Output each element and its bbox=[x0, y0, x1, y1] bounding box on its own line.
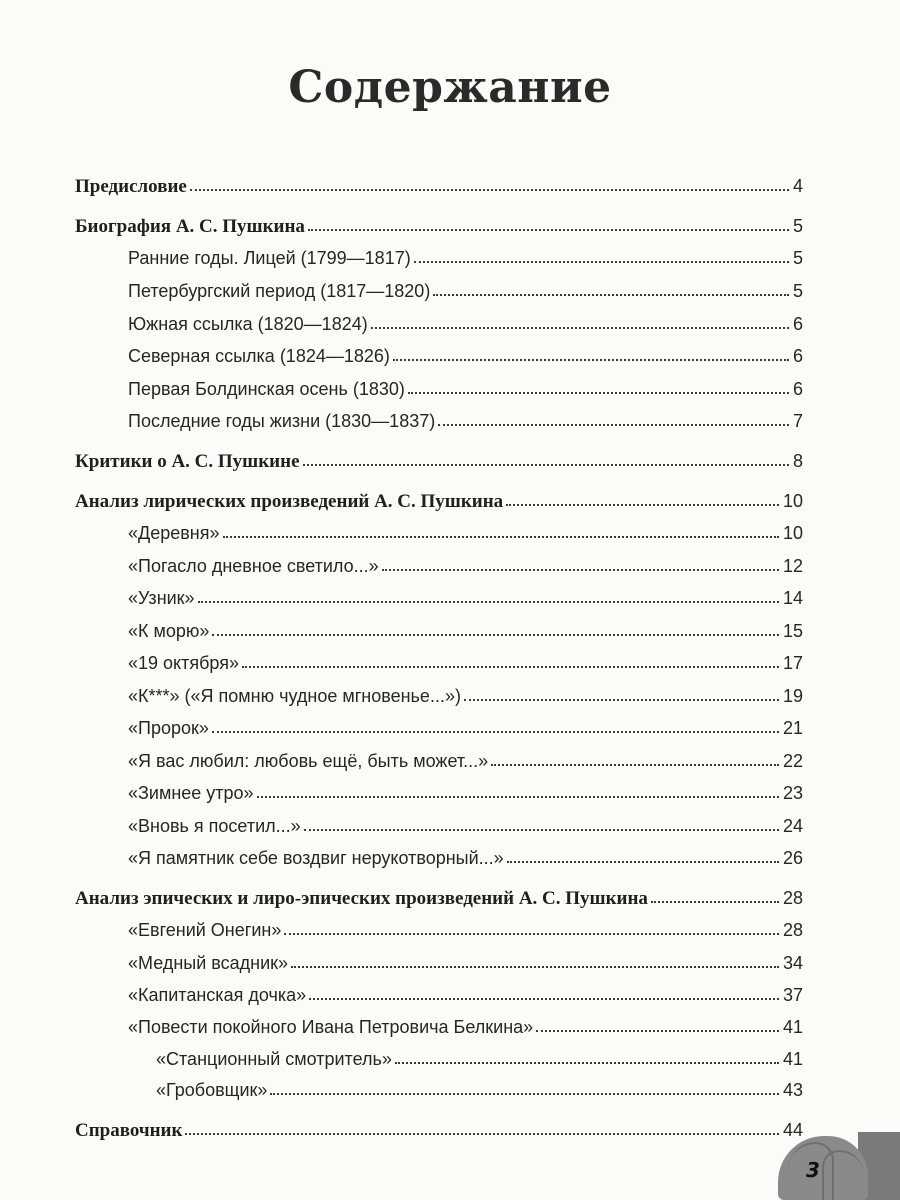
toc-entry-title: Предисловие bbox=[75, 176, 187, 197]
toc-entry-title: «19 октября» bbox=[128, 653, 239, 673]
dot-leader bbox=[464, 681, 779, 701]
toc-entry bbox=[75, 212, 803, 238]
toc-entry bbox=[128, 844, 803, 870]
toc-entry-page: 34 bbox=[782, 953, 803, 973]
dot-leader bbox=[185, 1115, 779, 1135]
toc-entry bbox=[75, 447, 803, 473]
toc-entry-page: 10 bbox=[782, 491, 803, 511]
dot-leader bbox=[257, 778, 779, 798]
toc-entry-page: 22 bbox=[782, 751, 803, 771]
toc-entry bbox=[128, 342, 803, 368]
toc-entry-title: «Капитанская дочка» bbox=[128, 985, 307, 1005]
toc-entry-page: 5 bbox=[792, 281, 803, 301]
toc-entry-page: 44 bbox=[782, 1120, 803, 1140]
dot-leader bbox=[371, 309, 789, 329]
toc-entry-page: 5 bbox=[792, 248, 803, 268]
toc-entry-title: «Я памятник себе воздвиг нерукотворный...» bbox=[128, 848, 504, 868]
dot-leader bbox=[382, 551, 779, 571]
toc-entry-page: 10 bbox=[782, 523, 803, 543]
toc-entry-title: «К***» («Я помню чудное мгновенье...») bbox=[128, 686, 461, 706]
toc-entry bbox=[128, 310, 803, 336]
toc-entry-title: «Я вас любил: любовь ещё, быть может...» bbox=[128, 751, 489, 771]
dot-leader bbox=[393, 341, 789, 361]
toc-entry-page: 6 bbox=[792, 379, 803, 399]
toc-entry-page: 41 bbox=[782, 1017, 803, 1037]
toc-entry bbox=[128, 519, 803, 545]
dot-leader bbox=[395, 1044, 779, 1064]
toc-entry-title: Критики о А. С. Пушкине bbox=[75, 451, 300, 472]
toc-entry-title: «Деревня» bbox=[128, 523, 220, 543]
toc-entry-page: 24 bbox=[782, 816, 803, 836]
toc-entry bbox=[75, 1116, 803, 1142]
toc-entry-page: 23 bbox=[782, 783, 803, 803]
toc-entry-title: «Зимнее утро» bbox=[128, 783, 254, 803]
toc-entry-page: 4 bbox=[792, 176, 803, 196]
toc-entry-title: Анализ лирических произведений А. С. Пушкина bbox=[75, 491, 504, 512]
toc-entry-title: «Евгений Онегин» bbox=[128, 920, 282, 940]
toc-entry-title: «Вновь я посетил...» bbox=[128, 816, 301, 836]
dot-leader bbox=[303, 446, 789, 466]
toc-entry bbox=[128, 584, 803, 610]
dot-leader bbox=[507, 843, 779, 863]
toc-entry bbox=[128, 949, 803, 975]
toc-entry bbox=[128, 1013, 803, 1039]
toc-entry-title: «Станционный смотритель» bbox=[156, 1049, 392, 1069]
toc-entry-page: 21 bbox=[782, 718, 803, 738]
toc-entry bbox=[128, 617, 803, 643]
toc-entry-title: «Гробовщик» bbox=[156, 1080, 268, 1100]
dot-leader bbox=[309, 980, 779, 1000]
dot-leader bbox=[308, 211, 789, 231]
toc-entry bbox=[128, 981, 803, 1007]
toc-entry-title: «К морю» bbox=[128, 621, 210, 641]
toc-entry bbox=[75, 172, 803, 198]
toc-entry bbox=[128, 714, 803, 740]
dot-leader bbox=[212, 616, 779, 636]
toc-entry-title: «Погасло дневное светило...» bbox=[128, 556, 379, 576]
toc-entry-page: 17 bbox=[782, 653, 803, 673]
dot-leader bbox=[536, 1012, 779, 1032]
toc-entry-page: 7 bbox=[792, 411, 803, 431]
toc-entry-title: «Повести покойного Ивана Петровича Белкина» bbox=[128, 1017, 534, 1037]
dot-leader bbox=[304, 811, 779, 831]
toc-entry-page: 5 bbox=[792, 216, 803, 236]
toc-entry-page: 37 bbox=[782, 985, 803, 1005]
toc-entry bbox=[128, 552, 803, 578]
dot-leader bbox=[212, 713, 779, 733]
toc-entry-title: Анализ эпических и лиро-эпических произведений А. С. Пушкина bbox=[75, 888, 648, 909]
toc-entry bbox=[128, 277, 803, 303]
toc-entry-page: 19 bbox=[782, 686, 803, 706]
toc-entry-page: 14 bbox=[782, 588, 803, 608]
dot-leader bbox=[414, 243, 789, 263]
toc-entry-title: Южная ссылка (1820—1824) bbox=[128, 314, 368, 334]
dot-leader bbox=[223, 518, 779, 538]
dot-leader bbox=[651, 883, 779, 903]
dot-leader bbox=[491, 746, 779, 766]
toc-entry bbox=[128, 779, 803, 805]
dot-leader bbox=[433, 276, 789, 296]
toc-entry-title: Ранние годы. Лицей (1799—1817) bbox=[128, 248, 411, 268]
toc-entry-page: 28 bbox=[782, 920, 803, 940]
toc-entry bbox=[128, 682, 803, 708]
toc-entry-title: «Пророк» bbox=[128, 718, 209, 738]
toc-entry bbox=[156, 1045, 803, 1071]
toc-entry-title: «Медный всадник» bbox=[128, 953, 289, 973]
toc-entry bbox=[128, 375, 803, 401]
toc-entry-title: Северная ссылка (1824—1826) bbox=[128, 346, 390, 366]
dot-leader bbox=[190, 171, 789, 191]
toc-entry-page: 12 bbox=[782, 556, 803, 576]
toc-entry bbox=[128, 244, 803, 270]
toc-entry bbox=[156, 1076, 803, 1102]
dot-leader bbox=[242, 648, 779, 668]
toc-entry bbox=[128, 916, 803, 942]
toc-entry-page: 26 bbox=[782, 848, 803, 868]
toc-entry-page: 41 bbox=[782, 1049, 803, 1069]
dot-leader bbox=[198, 583, 779, 603]
toc-entry-title: Справочник bbox=[75, 1120, 183, 1141]
toc-entry-page: 43 bbox=[782, 1080, 803, 1100]
toc-entry bbox=[75, 487, 803, 513]
dot-leader bbox=[438, 406, 789, 426]
toc-entry bbox=[128, 407, 803, 433]
toc-entry bbox=[75, 884, 803, 910]
toc-entry-page: 6 bbox=[792, 314, 803, 334]
toc-entry-title: «Узник» bbox=[128, 588, 195, 608]
dot-leader bbox=[506, 486, 779, 506]
toc-entry-title: Первая Болдинская осень (1830) bbox=[128, 379, 405, 399]
toc-entry bbox=[128, 649, 803, 675]
toc-entry bbox=[128, 812, 803, 838]
page-title: Содержание bbox=[288, 62, 612, 113]
toc-entry-title: Биография А. С. Пушкина bbox=[75, 216, 305, 237]
toc-entry-page: 15 bbox=[782, 621, 803, 641]
toc-entry-title: Петербургский период (1817—1820) bbox=[128, 281, 431, 301]
dot-leader bbox=[408, 374, 789, 394]
toc-entry-title: Последние годы жизни (1830—1837) bbox=[128, 411, 436, 431]
toc-entry-page: 28 bbox=[782, 888, 803, 908]
page-number: 3 bbox=[806, 1158, 820, 1182]
toc-entry-page: 6 bbox=[792, 346, 803, 366]
dot-leader bbox=[284, 915, 779, 935]
toc-entry bbox=[128, 747, 803, 773]
dot-leader bbox=[270, 1075, 779, 1095]
dot-leader bbox=[291, 948, 779, 968]
toc-entry-page: 8 bbox=[792, 451, 803, 471]
